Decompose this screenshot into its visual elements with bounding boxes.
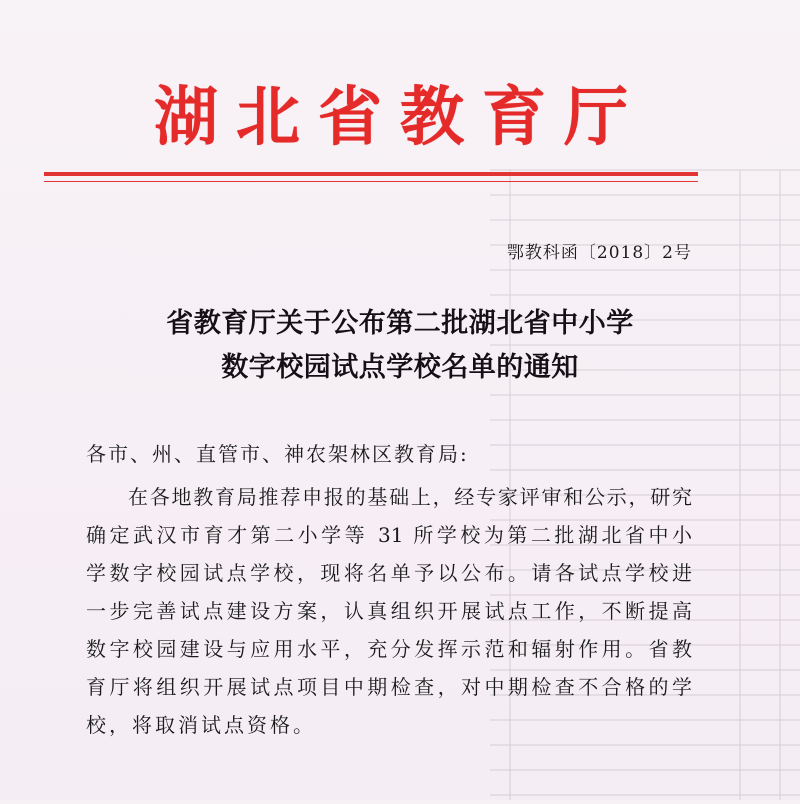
body-line: 学数字校园试点学校，现将名单予以公布。请各试点学校进 bbox=[86, 561, 692, 585]
notice-title bbox=[0, 302, 800, 390]
letterhead-title: 湖北省教育厅 bbox=[154, 80, 646, 155]
salutation: 各市、州、直管市、神农架林区教育局: bbox=[86, 442, 469, 466]
notice-title-line-2: 数字校园试点学校名单的通知 bbox=[221, 352, 579, 383]
body-line: 校，将取消试点资格。 bbox=[86, 713, 316, 737]
body-line: 确定武汉市育才第二小学等 31 所学校为第二批湖北省中小 bbox=[86, 523, 692, 547]
letterhead-red-rule-thin bbox=[44, 181, 698, 182]
body-line: 一步完善试点建设方案，认真组织开展试点工作，不断提高 bbox=[86, 599, 692, 623]
notice-title-line-1: 省教育厅关于公布第二批湖北省中小学 bbox=[166, 308, 634, 339]
document-number: 鄂教科函〔2018〕2号 bbox=[506, 243, 692, 263]
letterhead-red-rule bbox=[44, 172, 698, 176]
body-line: 育厅将组织开展试点项目中期检查，对中期检查不合格的学 bbox=[86, 675, 692, 699]
notice-body bbox=[86, 478, 692, 744]
body-line: 在各地教育局推荐申报的基础上，经专家评审和公示，研究 bbox=[128, 485, 692, 509]
body-line: 数字校园建设与应用水平，充分发挥示范和辐射作用。省教 bbox=[86, 637, 692, 661]
